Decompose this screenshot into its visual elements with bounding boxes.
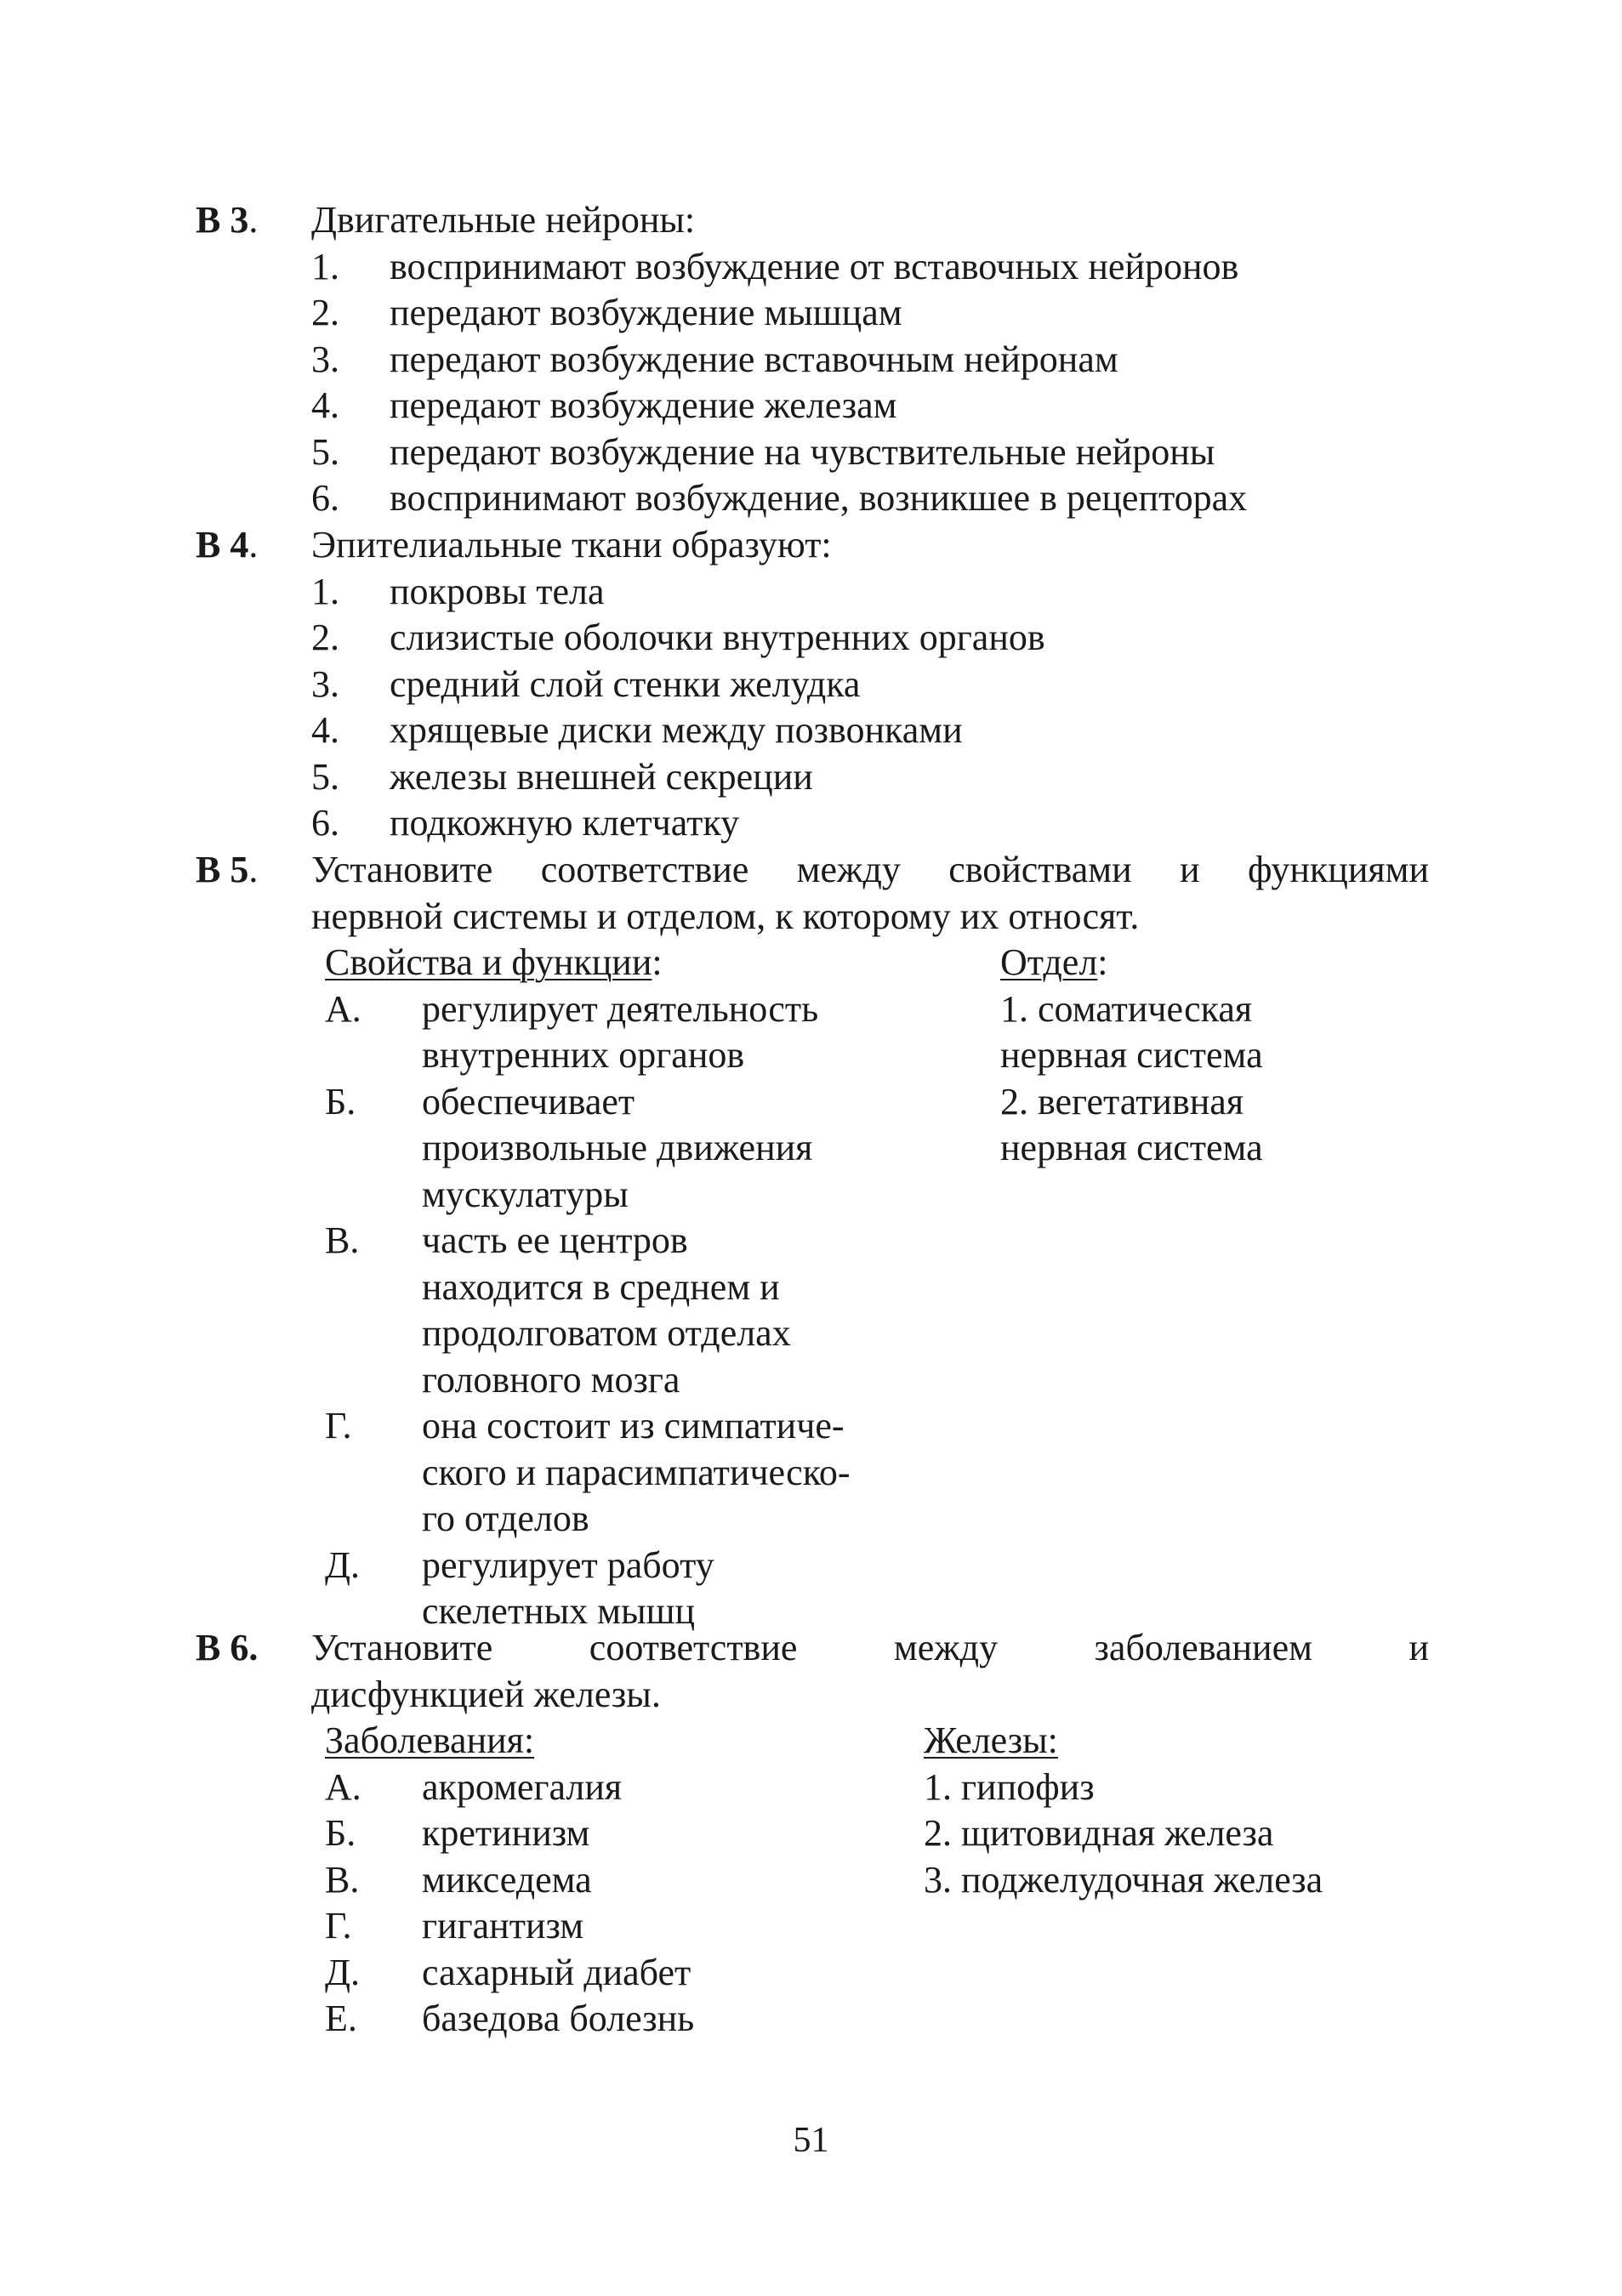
match-item [325, 1218, 937, 1403]
option-text: воспринимают возбуждение от вставочных нейронов [390, 245, 1239, 287]
option-number: 1. [311, 570, 339, 612]
column-header-text: Свойства и функции [325, 941, 652, 983]
option-number: 6. [311, 477, 339, 519]
item-text-line: произвольные движения [422, 1127, 813, 1168]
item-letter: Б. [325, 1812, 356, 1854]
answer-option [311, 383, 1417, 429]
answer-line: 1. соматическая [1000, 987, 1253, 1030]
answer-options [311, 569, 1417, 847]
item-letter: Е. [325, 1998, 357, 2039]
item-letter: Д. [325, 1543, 361, 1586]
answer-option [311, 800, 1417, 847]
match-item [325, 1810, 886, 1857]
match-item [325, 986, 937, 1079]
item-text-line: регулирует работу [422, 1543, 714, 1586]
item-text-line: обеспечивает [422, 1080, 635, 1122]
column-header [325, 940, 937, 986]
item-text-line: мускулатуры [422, 1173, 629, 1215]
answer-option [311, 244, 1417, 291]
item-text-line: продолговатом отделах [422, 1312, 791, 1354]
item-letter: Г. [325, 1405, 352, 1446]
column-header [1000, 940, 1409, 986]
option-text: хрящевые диски между позвонками [390, 709, 963, 751]
question-text-line: Установите соответствие между заболеванием и [311, 1627, 1429, 1668]
item-text: акромегалия [422, 1765, 623, 1808]
question-number-dot: . [248, 849, 259, 890]
option-number: 5. [311, 430, 339, 473]
item-letter: А. [325, 1765, 361, 1808]
answer-option [311, 708, 1417, 754]
item-text-line: часть ее центров [422, 1219, 688, 1261]
option-number: 5. [311, 755, 339, 798]
question-text-line: Установите соответствие между свойствами и функциями [311, 849, 1429, 890]
match-item [325, 1403, 937, 1543]
item-text-line: она состоит из симпатиче- [422, 1405, 845, 1446]
answer-option [311, 475, 1417, 522]
question-text-line: нервной системы и отделом, к которому их относят. [311, 895, 1140, 937]
item-letter: Г. [325, 1905, 352, 1946]
item-text-line: го отделов [422, 1498, 589, 1539]
option-text: передают возбуждение на чувствительные нейроны [390, 430, 1215, 473]
answer-line: 2. щитовидная железа [924, 1812, 1274, 1854]
question-text: Двигательные нейроны: [311, 199, 696, 241]
option-text: передают возбуждение вставочным нейронам [390, 338, 1118, 380]
item-text: кретинизм [422, 1812, 590, 1854]
option-text: железы внешней секреции [390, 755, 813, 798]
option-text: слизистые оболочки внутренних органов [390, 617, 1045, 658]
answer-option [311, 337, 1417, 384]
option-number: 1. [311, 245, 339, 287]
option-number: 4. [311, 384, 339, 426]
match-item [325, 1543, 937, 1635]
item-letter: Б. [325, 1080, 356, 1122]
column-header-colon: : [1097, 941, 1108, 983]
properties-column [325, 940, 937, 1635]
item-text: гигантизм [422, 1905, 584, 1946]
match-item [325, 1765, 886, 1811]
match-item [325, 1079, 937, 1219]
item-text: микседема [422, 1858, 592, 1901]
option-number: 3. [311, 662, 339, 705]
question-number-dot: . [248, 199, 259, 241]
option-number: 4. [311, 709, 339, 751]
item-text-line: регулирует деятельность [422, 987, 819, 1030]
question-number [196, 847, 258, 894]
answer-line: 2. вегетативная [1000, 1080, 1244, 1122]
column-header-text: Заболевания: [325, 1719, 535, 1761]
department-column [1000, 940, 1409, 1172]
answer-line: нервная система [1000, 1127, 1263, 1168]
option-number: 2. [311, 292, 339, 333]
question-number-text: В 4 [196, 524, 249, 565]
option-number: 6. [311, 802, 339, 844]
question-number-dot: . [248, 524, 259, 565]
option-text: покровы тела [390, 570, 605, 612]
item-letter: В. [325, 1219, 360, 1261]
option-number: 2. [311, 617, 339, 658]
page-number: 51 [793, 2121, 829, 2160]
answer-option [311, 429, 1417, 476]
answer-line: нервная система [1000, 1034, 1263, 1076]
item-letter: Д. [325, 1951, 361, 1993]
option-text: средний слой стенки желудка [390, 662, 861, 705]
item-text-line: головного мозга [422, 1358, 680, 1401]
answer-line: 1. гипофиз [924, 1765, 1095, 1808]
column-header-colon: : [652, 941, 663, 983]
item-letter: А. [325, 987, 361, 1030]
answer-option [311, 290, 1417, 337]
option-text: воспринимают возбуждение, возникшее в рецепторах [390, 477, 1248, 519]
column-header [924, 1718, 1400, 1765]
option-text: подкожную клетчатку [390, 802, 740, 844]
answer-option [311, 754, 1417, 801]
question-text-line: дисфункцией железы. [311, 1673, 661, 1715]
item-text: сахарный диабет [422, 1951, 691, 1993]
answer-options [311, 244, 1417, 522]
answer-option [311, 662, 1417, 708]
item-text-line: находится в среднем и [422, 1265, 780, 1308]
column-header-text: Железы: [924, 1719, 1058, 1761]
question-number-text: В 5 [196, 849, 249, 890]
option-number: 3. [311, 338, 339, 380]
match-item [325, 1996, 886, 2043]
match-item [325, 1903, 886, 1950]
option-text: передают возбуждение железам [390, 384, 897, 426]
question-number-text: В 6. [196, 1627, 259, 1668]
glands-column [924, 1718, 1400, 1903]
question-number [196, 1625, 258, 1672]
option-text: передают возбуждение мышцам [390, 292, 902, 333]
column-header [325, 1718, 886, 1765]
column-header-text: Отдел [1000, 941, 1098, 983]
question-number [196, 197, 258, 244]
question-number-text: В 3 [196, 199, 249, 241]
item-text-line: ского и парасимпатическо- [422, 1451, 851, 1493]
question-number [196, 522, 258, 569]
item-text-line: внутренних органов [422, 1034, 745, 1076]
item-text: базедова болезнь [422, 1998, 695, 2039]
answer-line: 3. поджелудочная железа [924, 1858, 1323, 1901]
item-text-line: скелетных мышц [422, 1590, 695, 1632]
match-item [325, 1950, 886, 1997]
match-item [325, 1857, 886, 1904]
diseases-column [325, 1718, 886, 2043]
question-text: Эпителиальные ткани образуют: [311, 524, 832, 565]
answer-option [311, 569, 1417, 616]
answer-option [311, 615, 1417, 662]
item-letter: В. [325, 1858, 360, 1901]
